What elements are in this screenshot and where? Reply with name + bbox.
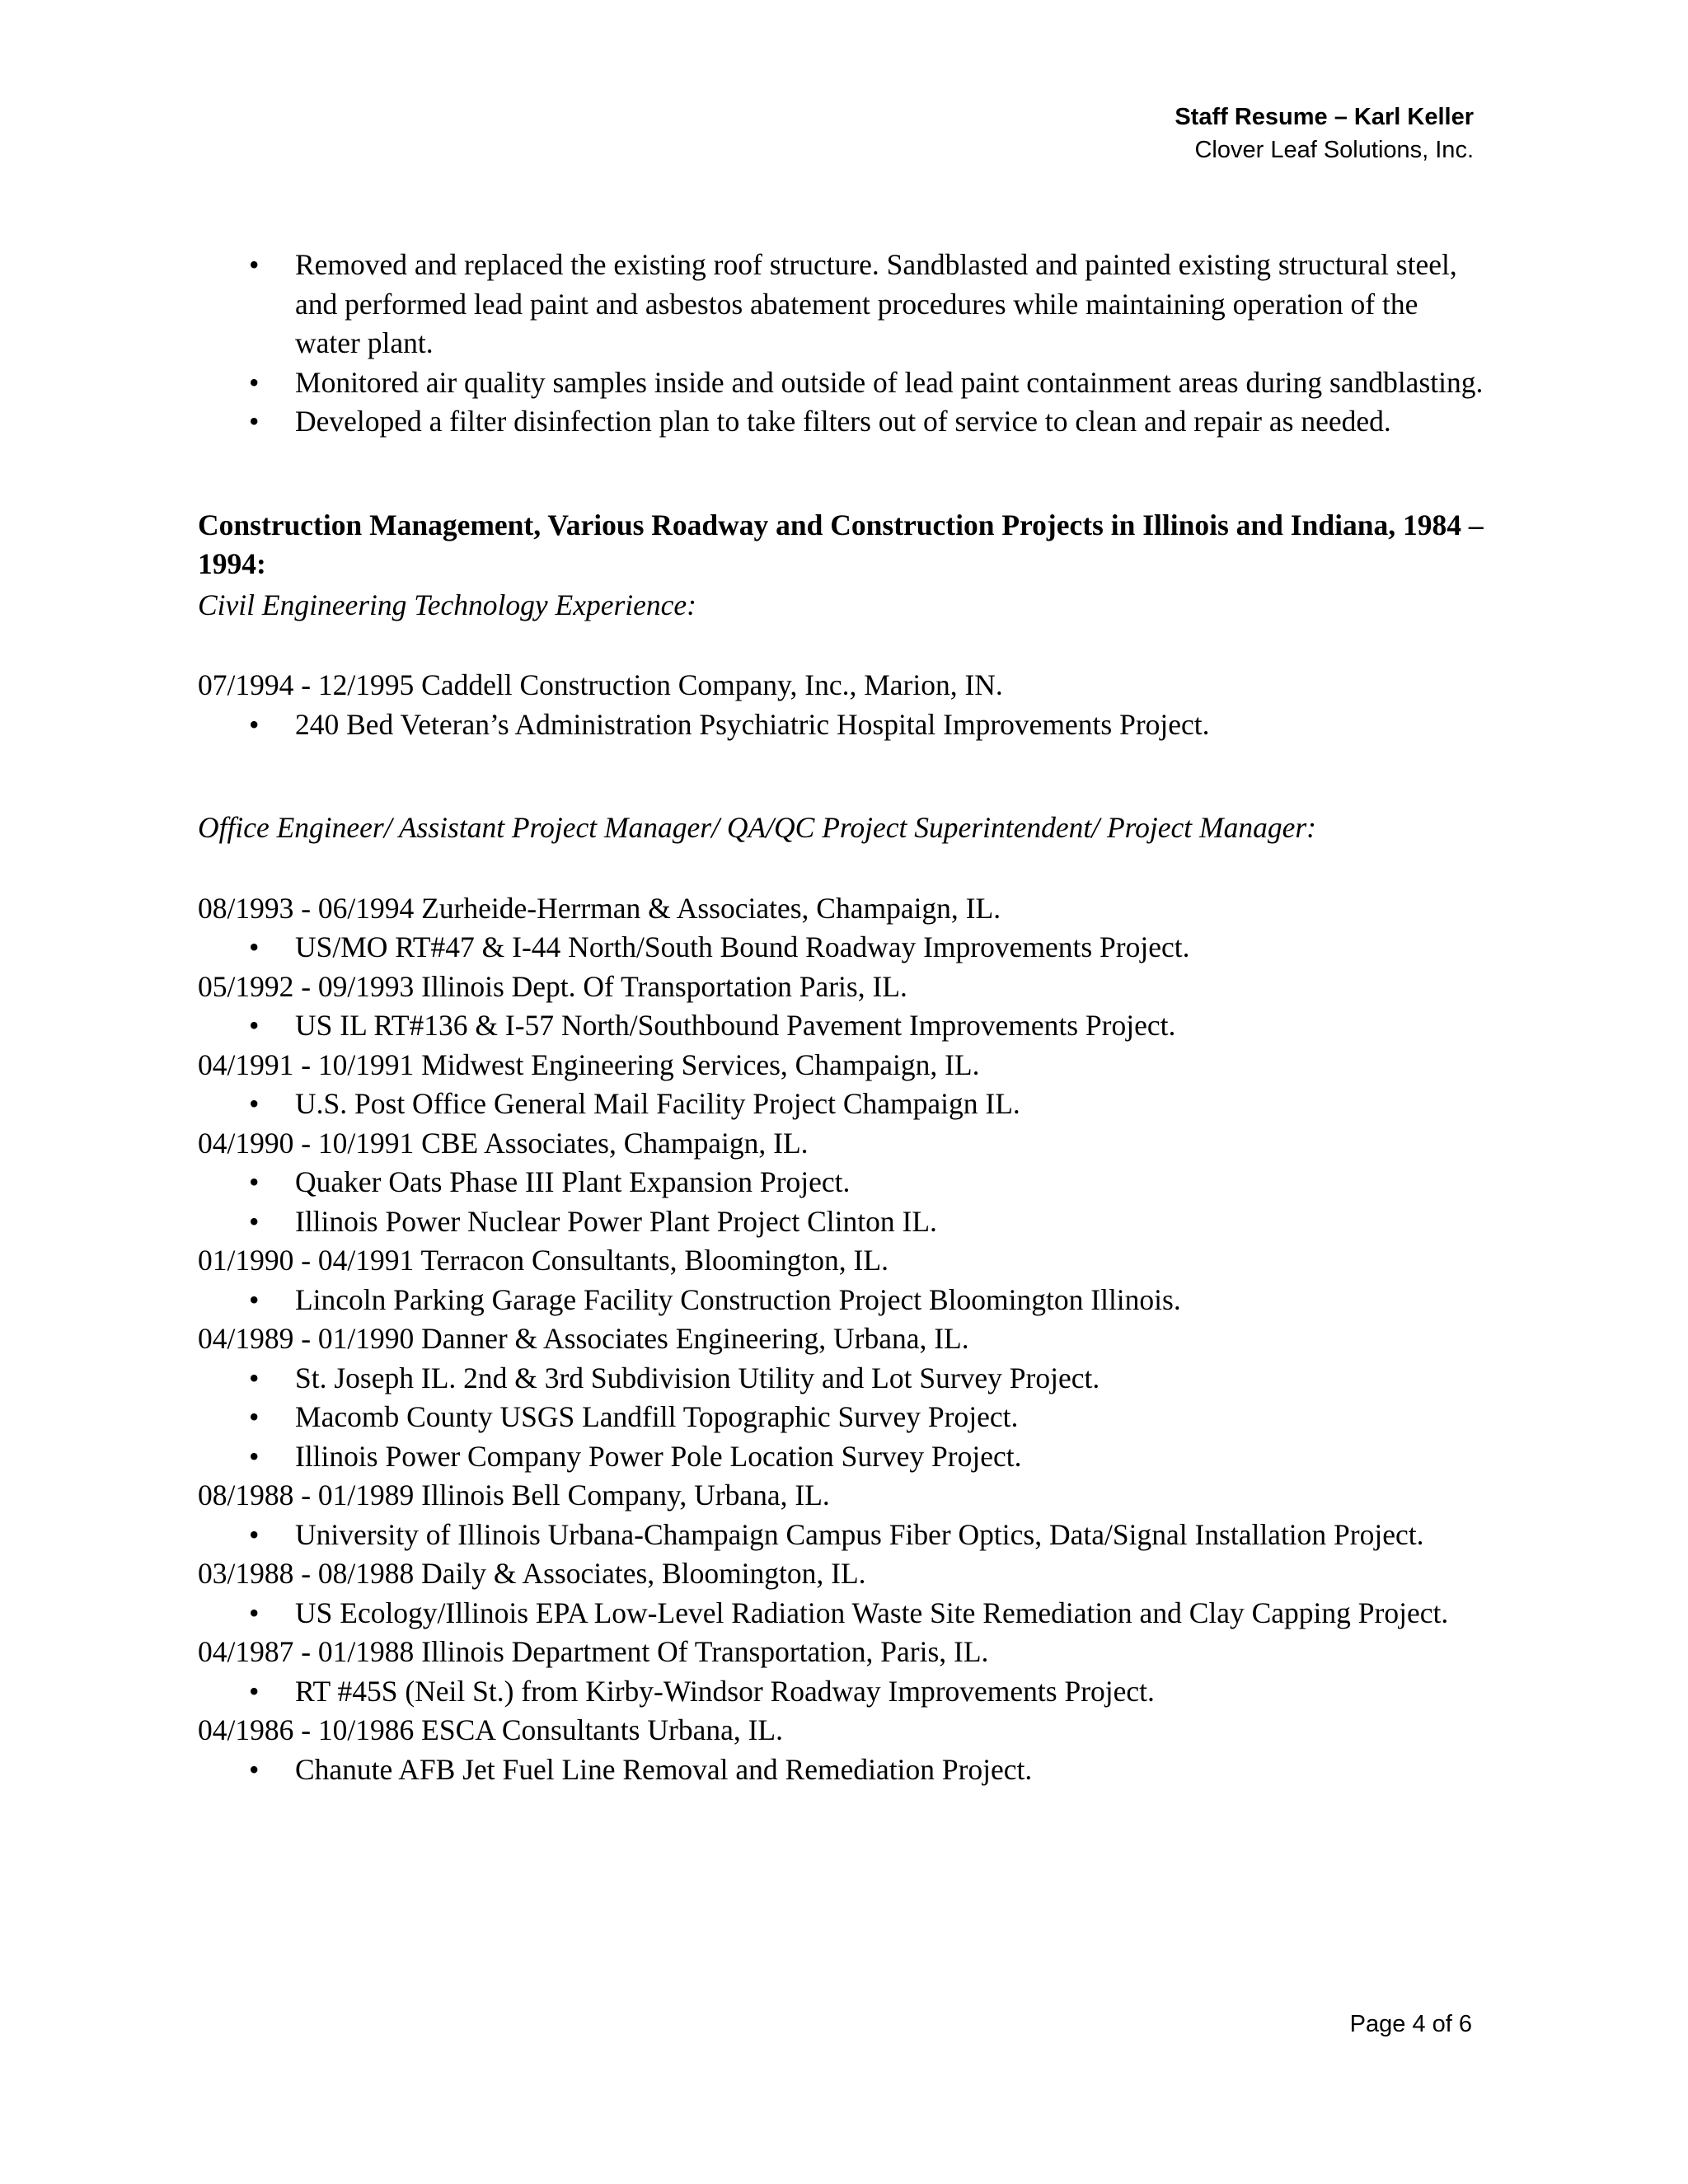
page-number: Page 4 of 6	[1349, 2011, 1472, 2037]
list-item: • US IL RT#136 & I-57 North/Southbound Pavement Improvements Project.	[198, 1006, 1484, 1046]
employment-line: 04/1989 - 01/1990 Danner & Associates Engineering, Urbana, IL.	[198, 1322, 969, 1355]
section-subheading-roles: Office Engineer/ Assistant Project Manager/ QA/QC Project Superintendent/ Project Manager:	[198, 811, 1316, 844]
section-subheading-civil: Civil Engineering Technology Experience:	[198, 588, 696, 621]
section-heading: Construction Management, Various Roadway and Construction Projects in Illinois and Indiana, 1984 – 1994:	[198, 508, 1484, 580]
employment-line: 05/1992 - 09/1993 Illinois Dept. Of Transportation Paris, IL.	[198, 969, 907, 1003]
list-item: • Macomb County USGS Landfill Topographic Survey Project.	[198, 1398, 1484, 1437]
page-header	[1175, 101, 1474, 166]
project-list	[198, 1359, 1484, 1477]
employment-entry	[198, 666, 1484, 744]
employment-entry	[198, 1241, 1484, 1319]
list-item: • Monitored air quality samples inside and outside of lead paint containment areas during sandblasting.	[198, 363, 1484, 403]
employment-entry	[198, 968, 1484, 1046]
employment-line: 04/1986 - 10/1986 ESCA Consultants Urbana, IL.	[198, 1713, 783, 1746]
project-list	[198, 1750, 1484, 1790]
list-item: • U.S. Post Office General Mail Facility Project Champaign IL.	[198, 1085, 1484, 1124]
list-item: • Removed and replaced the existing roof structure. Sandblasted and painted existing structural steel, and performed lead paint and asbestos abatement procedures while maintaining operation of the water plant.	[198, 246, 1484, 363]
employment-entry	[198, 1319, 1484, 1476]
employment-line: 01/1990 - 04/1991 Terracon Consultants, Bloomington, IL.	[198, 1244, 889, 1277]
project-list	[198, 1672, 1484, 1712]
list-item: • University of Illinois Urbana-Champaign Campus Fiber Optics, Data/Signal Installation Project.	[198, 1516, 1484, 1555]
employment-line: 07/1994 - 12/1995 Caddell Construction Company, Inc., Marion, IN.	[198, 668, 1003, 701]
employment-line: 08/1988 - 01/1989 Illinois Bell Company, Urbana, IL.	[198, 1479, 830, 1511]
list-item: • US/MO RT#47 & I-44 North/South Bound Roadway Improvements Project.	[198, 928, 1484, 968]
project-list	[198, 1516, 1484, 1555]
employment-line: 08/1993 - 06/1994 Zurheide-Herrman & Associates, Champaign, IL.	[198, 891, 1001, 925]
project-list	[198, 1594, 1484, 1633]
employment-line: 04/1991 - 10/1991 Midwest Engineering Services, Champaign, IL.	[198, 1047, 980, 1081]
list-item: • Chanute AFB Jet Fuel Line Removal and Remediation Project.	[198, 1750, 1484, 1790]
list-item: • Illinois Power Company Power Pole Location Survey Project.	[198, 1437, 1484, 1477]
project-list	[198, 1085, 1484, 1124]
employment-entry	[198, 1633, 1484, 1711]
list-item: • Illinois Power Nuclear Power Plant Project Clinton IL.	[198, 1202, 1484, 1242]
employment-line: 03/1988 - 08/1988 Daily & Associates, Bloomington, IL.	[198, 1557, 866, 1590]
list-item: • Quaker Oats Phase III Plant Expansion Project.	[198, 1163, 1484, 1202]
project-list	[198, 1281, 1484, 1320]
header-company: Clover Leaf Solutions, Inc.	[1194, 137, 1474, 163]
employment-entry	[198, 1046, 1484, 1124]
employment-entry	[198, 1124, 1484, 1242]
project-list	[198, 1163, 1484, 1241]
employment-line: 04/1990 - 10/1991 CBE Associates, Champaign, IL.	[198, 1126, 809, 1160]
list-item: • RT #45S (Neil St.) from Kirby-Windsor Roadway Improvements Project.	[198, 1672, 1484, 1712]
project-list	[198, 705, 1484, 745]
employment-entry	[198, 1554, 1484, 1633]
header-title: Staff Resume – Karl Keller	[1175, 104, 1474, 130]
employment-entry	[198, 1711, 1484, 1789]
top-bullet-list	[198, 246, 1484, 442]
employment-line: 04/1987 - 01/1988 Illinois Department Of Transportation, Paris, IL.	[198, 1635, 989, 1668]
project-list	[198, 1006, 1484, 1046]
resume-content	[198, 246, 1484, 1789]
project-list	[198, 928, 1484, 968]
list-item: • Lincoln Parking Garage Facility Construction Project Bloomington Illinois.	[198, 1281, 1484, 1320]
list-item: • US Ecology/Illinois EPA Low-Level Radiation Waste Site Remediation and Clay Capping Project.	[198, 1594, 1484, 1633]
list-item: • 240 Bed Veteran’s Administration Psychiatric Hospital Improvements Project.	[198, 705, 1484, 745]
list-item: • St. Joseph IL. 2nd & 3rd Subdivision Utility and Lot Survey Project.	[198, 1359, 1484, 1399]
employment-entry	[198, 889, 1484, 968]
employment-entry	[198, 1476, 1484, 1554]
list-item: • Developed a filter disinfection plan to take filters out of service to clean and repair as needed.	[198, 402, 1484, 442]
